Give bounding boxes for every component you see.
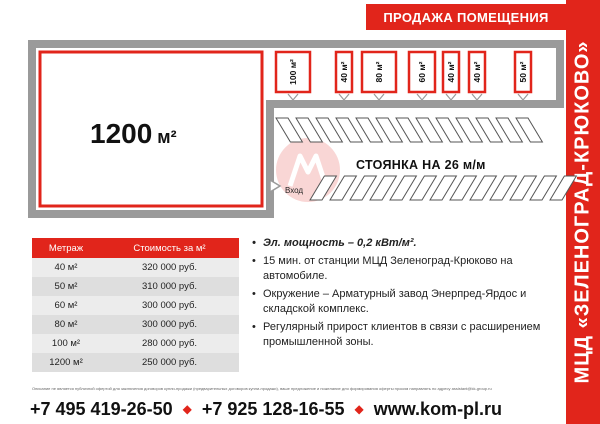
area-cell: 1200 м² <box>32 353 100 372</box>
separator-diamond-icon: ◆ <box>354 402 364 416</box>
room-size-label: 60 м² <box>417 61 427 83</box>
feature-power: • Эл. мощность – 0,2 кВт/м². <box>252 236 562 251</box>
price-table <box>32 238 239 372</box>
price-cell: 310 000 руб. <box>100 277 239 296</box>
room-size-label: 100 м² <box>288 59 298 85</box>
area-cell: 40 м² <box>32 258 100 277</box>
table-row <box>32 296 239 315</box>
features-list <box>252 236 562 353</box>
price-table-header <box>32 238 239 258</box>
room-door-icon <box>417 94 427 100</box>
feature-surroundings: • Окружение – Арматурный завод Энерпред-Ярдос и складской комплекс. <box>252 287 562 317</box>
price-cell: 300 000 руб. <box>100 315 239 334</box>
small-rooms <box>276 52 531 100</box>
table-row <box>32 315 239 334</box>
website-link[interactable]: www.kom-pl.ru <box>373 398 503 419</box>
separator-diamond-icon: ◆ <box>182 402 192 416</box>
parking-label: СТОЯНКА НА 26 м/м <box>356 158 486 172</box>
big-room-label: 1200 м² <box>90 118 177 149</box>
room-door-icon <box>518 94 528 100</box>
room-door-icon <box>339 94 349 100</box>
disclaimer-text: Описание не является публичной офертой для заключения договоров купли-продажи (предварительных договоров купли-продажи), ваше предложение и пожелание для формирования оферты просим направлять по адресу assistant@kk-group.ru <box>32 386 492 391</box>
area-cell: 100 м² <box>32 334 100 353</box>
phone-1-link[interactable]: +7 495 419-26-50 <box>30 398 173 419</box>
contacts-footer <box>30 397 566 421</box>
side-title: МЦД «ЗЕЛЕНОГРАД-КРЮКОВО» <box>571 40 594 384</box>
area-cell: 80 м² <box>32 315 100 334</box>
header-area: Метраж <box>32 238 100 258</box>
room-size-label: 40 м² <box>446 61 456 83</box>
table-row <box>32 277 239 296</box>
header-price: Стоимость за м² <box>100 238 239 258</box>
feature-location: • 15 мин. от станции МЦД Зеленоград-Крюково на автомобиле. <box>252 254 562 284</box>
feature-growth: • Регулярный прирост клиентов в связи с расширением промышленной зоны. <box>252 320 562 350</box>
room-door-icon <box>288 94 298 100</box>
room-door-icon <box>446 94 456 100</box>
room-size-label: 50 м² <box>518 61 528 83</box>
area-cell: 60 м² <box>32 296 100 315</box>
price-cell: 320 000 руб. <box>100 258 239 277</box>
room-size-label: 80 м² <box>374 61 384 83</box>
table-row <box>32 353 239 372</box>
phone-2-link[interactable]: +7 925 128-16-55 <box>201 398 345 419</box>
price-cell: 250 000 руб. <box>100 353 239 372</box>
room-door-icon <box>374 94 384 100</box>
room-size-label: 40 м² <box>472 61 482 83</box>
price-cell: 300 000 руб. <box>100 296 239 315</box>
price-cell: 280 000 руб. <box>100 334 239 353</box>
area-cell: 50 м² <box>32 277 100 296</box>
table-row <box>32 334 239 353</box>
sale-banner: ПРОДАЖА ПОМЕЩЕНИЯ <box>366 4 566 30</box>
table-row <box>32 258 239 277</box>
room-door-icon <box>472 94 482 100</box>
entrance-label: Вход <box>285 186 304 195</box>
room-size-label: 40 м² <box>339 61 349 83</box>
